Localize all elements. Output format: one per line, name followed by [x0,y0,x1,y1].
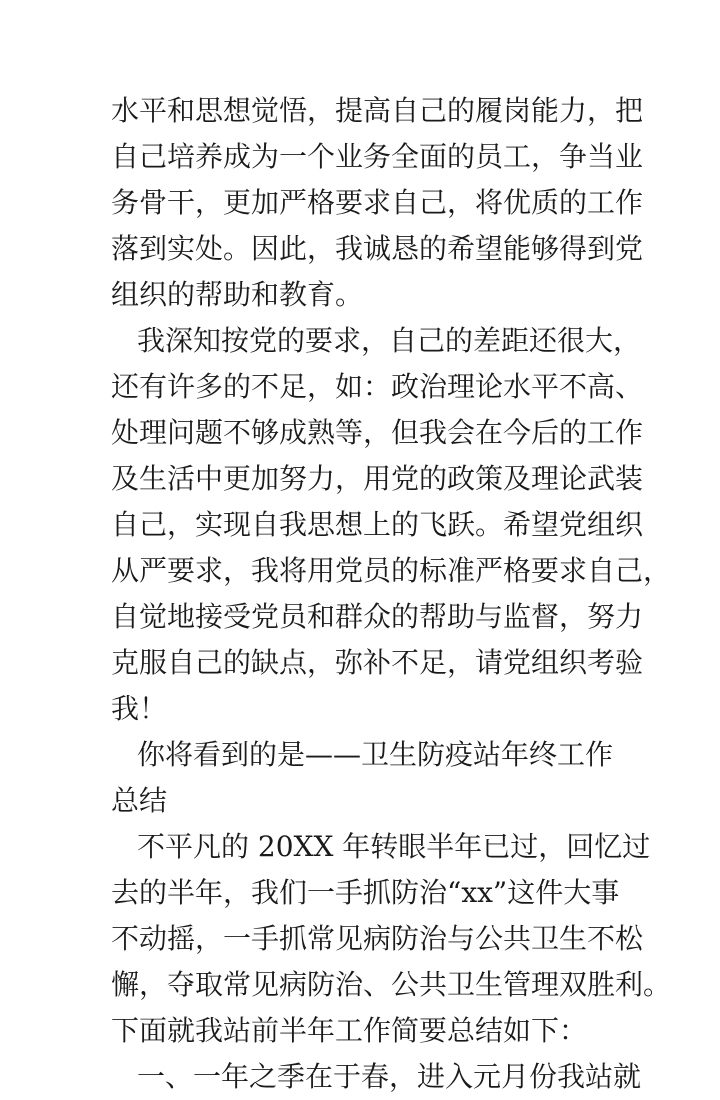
paragraph-start-line: 一、一年之季在于春，进入元月份我站就 [137,1060,642,1093]
text-line: 还有许多的不足，如：政治理论水平不高、 [111,370,644,403]
text-line: 组织的帮助和教育。 [111,278,364,311]
text-line: 懈，夺取常见病防治、公共卫生管理双胜利。 [111,968,672,1001]
text-line: 自觉地接受党员和群众的帮助与监督，努力 [111,600,644,633]
section-heading-line: 总结 [111,784,168,817]
text-line: 下面就我站前半年工作简要总结如下： [111,1014,588,1047]
section-heading-line: 你将看到的是——卫生防疫站年终工作 [137,738,614,771]
text-line: 克服自己的缺点，弥补不足，请党组织考验 [111,646,644,679]
text-line: 及生活中更加努力，用党的政策及理论武装 [111,462,644,495]
text-line: 自己培养成为一个业务全面的员工，争当业 [111,140,644,173]
text-line: 我！ [111,692,168,725]
paragraph-start-line: 不平凡的 20XX 年转眼半年已过，回忆过 [137,830,651,863]
text-line: 务骨干，更加严格要求自己，将优质的工作 [111,186,644,219]
text-line: 从严要求，我将用党员的标准严格要求自己， [111,554,672,587]
text-line: 处理问题不够成熟等，但我会在今后的工作 [111,416,644,449]
document-body [111,88,672,1100]
text-line: 水平和思想觉悟，提高自己的履岗能力，把 [111,94,644,127]
text-line: 去的半年，我们一手抓防治“xx”这件大事 [111,876,620,909]
text-line: 落到实处。因此，我诚恳的希望能够得到党 [111,232,644,265]
text-line: 不动摇，一手抓常见病防治与公共卫生不松 [111,922,644,955]
paragraph-start-line: 我深知按党的要求，自己的差距还很大， [137,324,642,357]
text-line: 自己，实现自我思想上的飞跃。希望党组织 [111,508,644,541]
